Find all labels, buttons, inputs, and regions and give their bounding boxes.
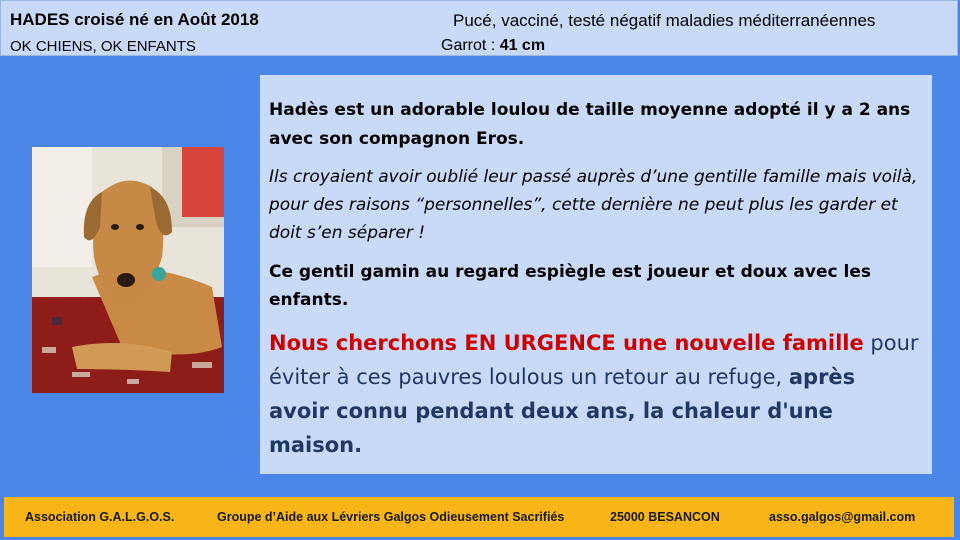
association-full-name: Groupe d’Aide aux Lévriers Galgos Odieusement Sacrifiés [217,510,565,524]
compatibility-text: OK CHIENS, OK ENFANTS [10,38,196,55]
story-paragraph: Ils croyaient avoir oublié leur passé auprès d’une gentille famille mais voilà, pour des raisons “personnelles”, cette dernière ne peut plus les garder et doit s’en séparer ! [269,167,918,243]
association-city: 25000 BESANCON [610,510,720,524]
urgent-appeal [269,326,922,462]
height-label: Garrot : [441,37,500,54]
height-value: 41 cm [499,37,546,54]
urgent-highlight: Nous cherchons EN URGENCE une nouvelle famille [269,331,864,355]
intro-paragraph: Hadès est un adorable loulou de taille moyenne adopté il y a 2 ans avec son compagnon Eros. [269,100,911,149]
height-info [441,37,545,55]
urgent-closing: après avoir connu pendant deux ans, la chaleur d'une maison. [269,365,856,457]
dog-photo [32,147,224,393]
temperament-paragraph: Ce gentil gamin au regard espiègle est joueur et doux avec les enfants. [269,262,871,310]
contact-email[interactable]: asso.galgos@gmail.com [769,510,916,524]
description-panel [260,75,932,474]
header-banner [0,0,958,56]
health-status: Pucé, vacciné, testé négatif maladies méditerranéennes [453,11,876,30]
association-name: Association G.A.L.G.O.S. [25,510,175,524]
urgent-middle: pour éviter à ces pauvres loulous un retour au refuge, [269,331,919,389]
dog-title: HADES croisé né en Août 2018 [10,10,259,29]
footer-banner [4,497,954,537]
dog-illustration [32,147,224,393]
